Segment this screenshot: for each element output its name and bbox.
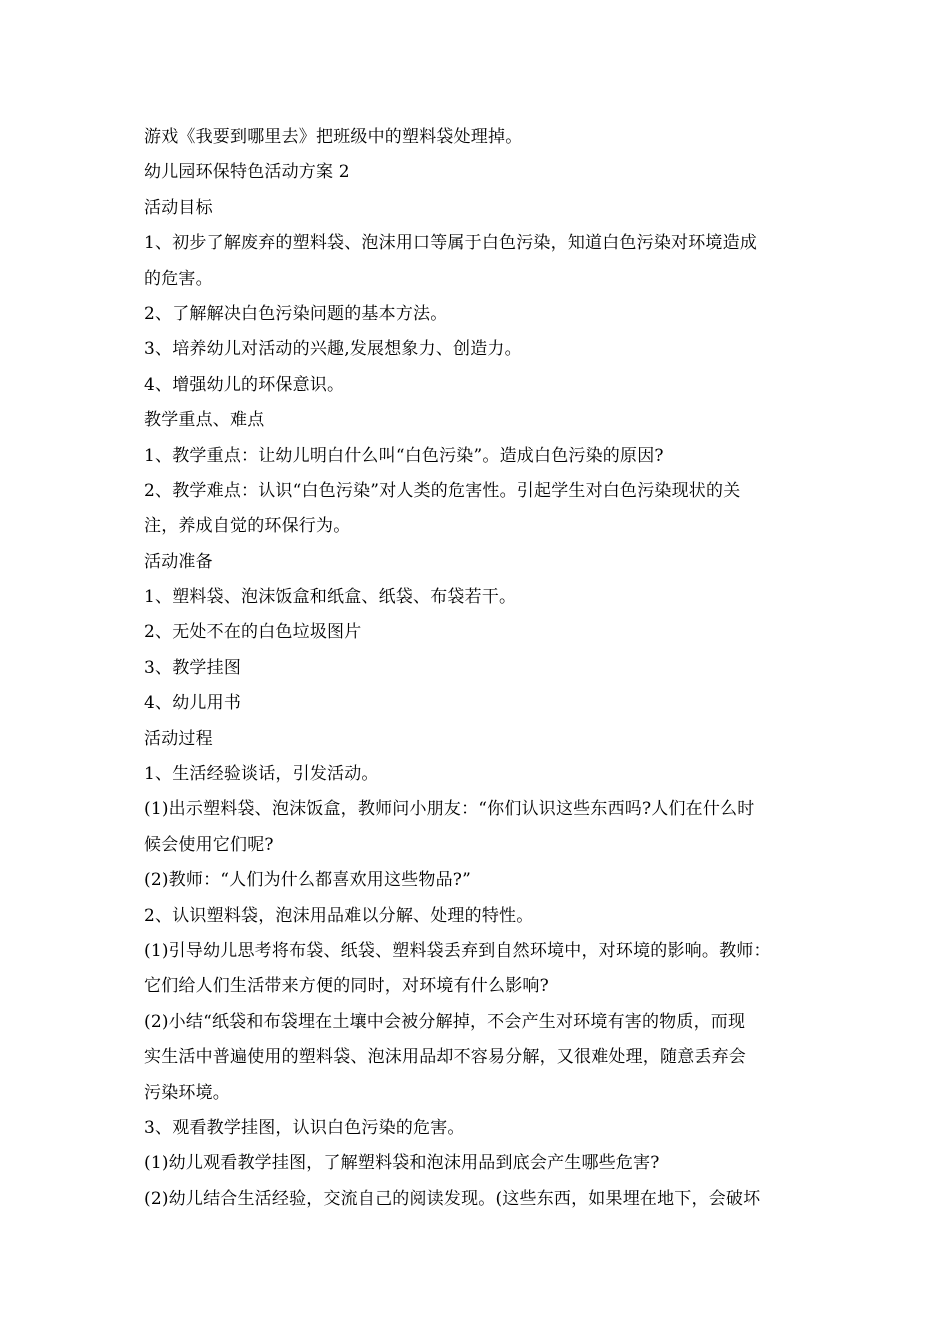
text-line: 2、认识塑料袋，泡沫用品难以分解、处理的特性。	[144, 905, 534, 926]
text-line: (2)教师：“人们为什么都喜欢用这些物品?”	[144, 870, 471, 891]
text-line: (1)幼儿观看教学挂图，了解塑料袋和泡沫用品到底会产生哪些危害?	[144, 1153, 660, 1174]
text-line: 3、观看教学挂图，认识白色污染的危害。	[144, 1117, 465, 1138]
text-line: 1、塑料袋、泡沫饭盒和纸盒、纸袋、布袋若干。	[144, 587, 517, 608]
text-line: 1、生活经验谈话，引发活动。	[144, 764, 379, 785]
text-line: 2、无处不在的白色垃圾图片	[144, 622, 362, 643]
text-line: 候会使用它们呢?	[144, 834, 274, 855]
text-line: 2、了解解决白色污染问题的基本方法。	[144, 303, 448, 324]
text-line: 1、初步了解废弃的塑料袋、泡沫用口等属于白色污染，知道白色污染对环境造成	[144, 233, 758, 254]
text-line: 的危害。	[144, 268, 213, 289]
heading: 活动目标	[144, 197, 213, 218]
text-line: 注，养成自觉的环保行为。	[144, 516, 351, 537]
text-line: (1)引导幼儿思考将布袋、纸袋、塑料袋丢弃到自然环境中，对环境的影响。教师：	[144, 940, 771, 961]
text-line: 污染环境。	[144, 1082, 230, 1103]
text-line: (2)幼儿结合生活经验，交流自己的阅读发现。(这些东西，如果埋在地下，会破坏	[144, 1188, 761, 1209]
heading: 活动过程	[144, 728, 213, 749]
text-line: 3、教学挂图	[144, 657, 242, 678]
text-line: (1)出示塑料袋、泡沫饭盒，教师问小朋友：“你们认识这些东西吗?人们在什么时	[144, 799, 755, 820]
text-line: 4、幼儿用书	[144, 693, 242, 714]
heading: 教学重点、难点	[144, 410, 265, 431]
section-title: 幼儿园环保特色活动方案 2	[144, 162, 350, 183]
text-line: 游戏《我要到哪里去》把班级中的塑料袋处理掉。	[144, 127, 523, 147]
text-line: (2)小结“纸袋和布袋埋在土壤中会被分解掉，不会产生对环境有害的物质，而现	[144, 1011, 746, 1032]
text-line: 实生活中普遍使用的塑料袋、泡沫用品却不容易分解，又很难处理，随意丢弃会	[144, 1047, 746, 1068]
heading: 活动准备	[144, 551, 213, 572]
text-line: 1、教学重点：让幼儿明白什么叫“白色污染”。造成白色污染的原因?	[144, 445, 664, 466]
document-page	[144, 120, 809, 1217]
text-line: 3、培养幼儿对活动的兴趣,发展想象力、创造力。	[144, 339, 522, 360]
text-line: 它们给人们生活带来方便的同时，对环境有什么影响?	[144, 976, 549, 997]
text-line: 4、增强幼儿的环保意识。	[144, 374, 345, 395]
text-line: 2、教学难点：认识“白色污染”对人类的危害性。引起学生对白色污染现状的关	[144, 480, 741, 501]
